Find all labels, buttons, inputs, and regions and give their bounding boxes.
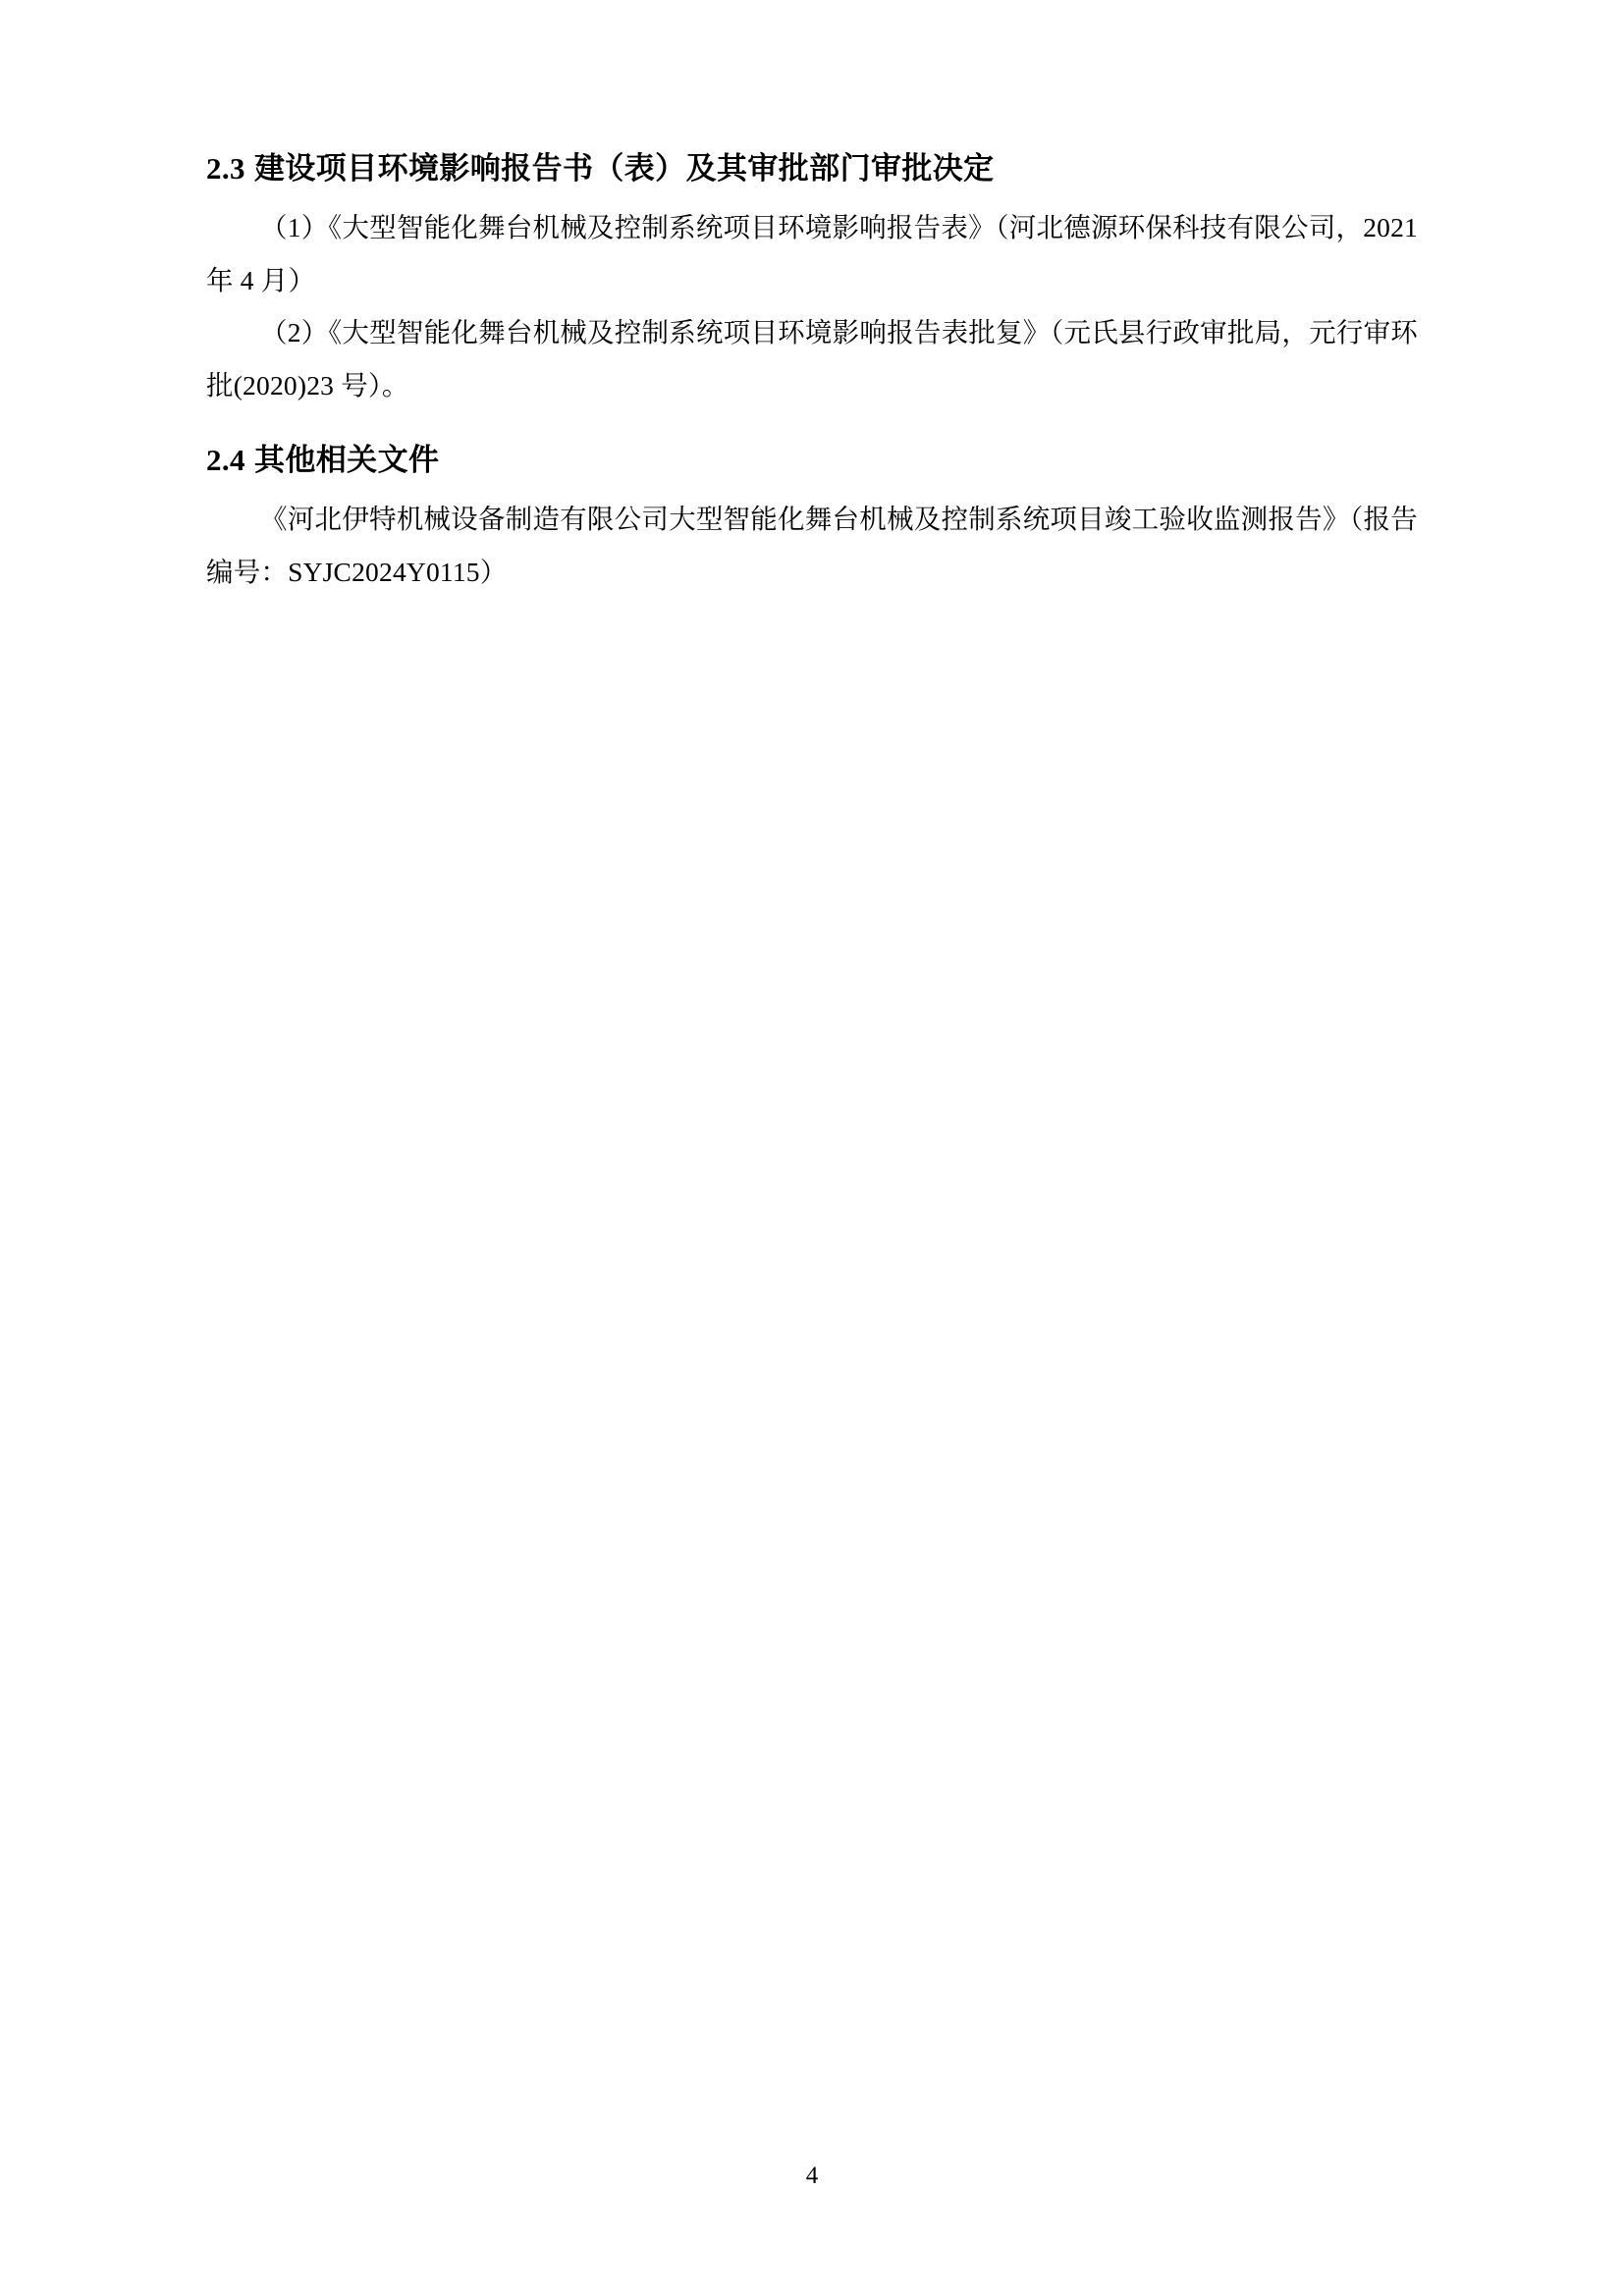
section-heading-2-4 bbox=[206, 439, 1418, 483]
section-title-2-4: 其他相关文件 bbox=[253, 443, 440, 478]
section-title-2-3: 建设项目环境影响报告书（表）及其审批部门审批决定 bbox=[253, 151, 995, 186]
page-number: 4 bbox=[805, 2163, 819, 2189]
section-number-2-3: 2.3 bbox=[206, 151, 245, 186]
section-2-3-body bbox=[206, 201, 1418, 412]
section-number-2-4: 2.4 bbox=[206, 443, 245, 478]
paragraph-2-4-1: 《河北伊特机械设备制造有限公司大型智能化舞台机械及控制系统项目竣工验收监测报告》（报告编号：SYJC2024Y0115） bbox=[206, 504, 1418, 587]
section-heading-2-3 bbox=[206, 147, 1418, 191]
paragraph-2-3-1: （1）《大型智能化舞台机械及控制系统项目环境影响报告表》（河北德源环保科技有限公司，2021 年 4 月） bbox=[206, 211, 1418, 295]
paragraph-2-3-2: （2）《大型智能化舞台机械及控制系统项目环境影响报告表批复》（元氏县行政审批局，元行审环批(2020)23 号）。 bbox=[206, 317, 1418, 400]
section-2-4-body bbox=[206, 493, 1418, 598]
page-content bbox=[206, 147, 1418, 599]
